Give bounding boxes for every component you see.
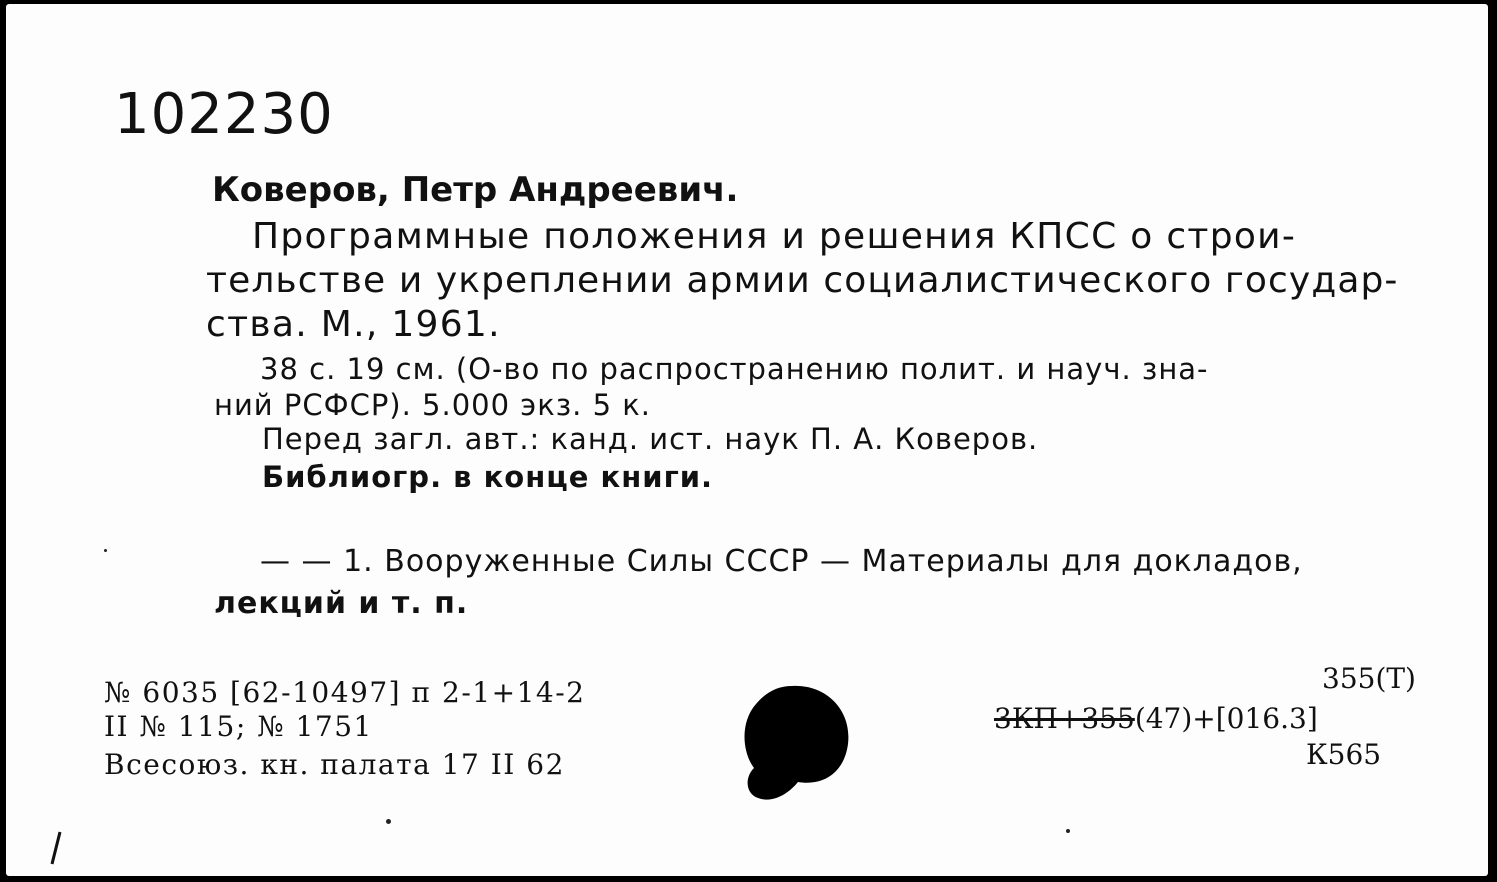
- ink-speck: [1066, 829, 1070, 833]
- physical-description-line-1: 38 с. 19 см. (О-во по распространению полит. и науч. зна-: [260, 352, 1209, 386]
- publisher-chamber-line: Всесоюз. кн. палата 17 II 62: [104, 748, 565, 781]
- ink-speck: [104, 549, 107, 552]
- catalog-card: [6, 4, 1488, 876]
- registry-issue-line: II № 115; № 1751: [104, 710, 373, 743]
- classification-top: 355(Т): [1322, 662, 1416, 695]
- registry-number-line: № 6035 [62-10497] п 2-1+14-2: [104, 676, 586, 709]
- classification-struck: 3КП+355: [994, 702, 1135, 735]
- physical-description-line-2: ний РСФСР). 5.000 экз. 5 к.: [214, 388, 651, 422]
- cutter-number: К565: [1306, 738, 1382, 771]
- title-line-2: тельстве и укреплении армии социалистического государ-: [206, 260, 1399, 301]
- bibliography-note: Библиогр. в конце книги.: [262, 460, 714, 494]
- author-note: Перед загл. авт.: канд. ист. наук П. А. Коверов.: [262, 422, 1039, 456]
- ink-speck: [386, 819, 391, 824]
- subject-heading-line-2: лекций и т. п.: [214, 586, 469, 621]
- subject-heading-line-1: — — 1. Вооруженные Силы СССР — Материалы для докладов,: [260, 544, 1303, 579]
- title-line-1: Программные положения и решения КПСС о строи-: [252, 216, 1297, 257]
- ink-blot: [734, 682, 854, 806]
- author-heading: Коверов, Петр Андреевич.: [212, 170, 739, 210]
- classification-rest: (47)+[016.3]: [1134, 702, 1318, 735]
- pencil-mark: [46, 830, 66, 870]
- classification-index: [994, 702, 1318, 735]
- title-line-3: ства. М., 1961.: [206, 304, 501, 345]
- accession-number: 102230: [114, 82, 334, 147]
